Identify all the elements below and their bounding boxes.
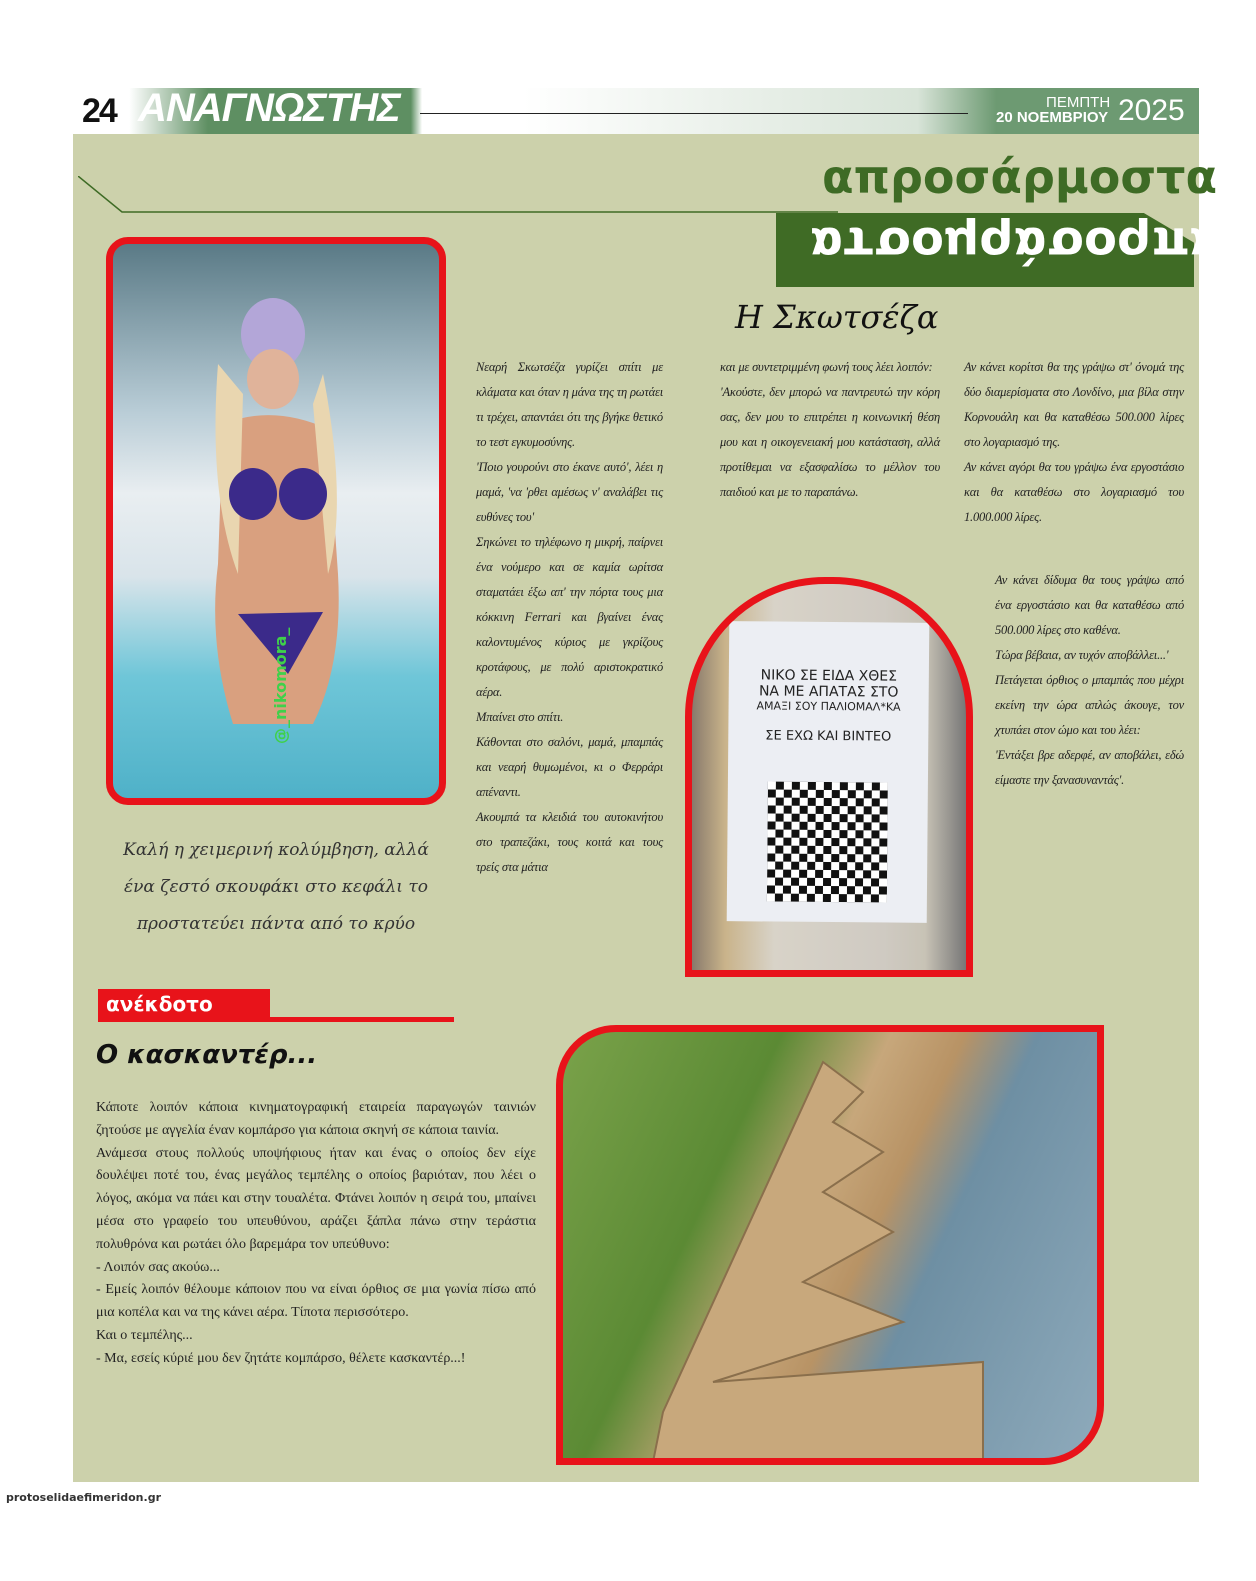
paragraph: Αν κάνει δίδυμα θα τους γράψω από ένα εργοστάσιο και θα καταθέσω από 500.000 λίρες στο καθένα. [995,573,1184,637]
paragraph: - Εμείς λοιπόν θέλουμε κάποιον που να είναι όρθιος σε μια γωνία πίσω από μια κοπέλα και να της κάνει αέρα. Τίποτα περισσότερο. [96,1282,536,1321]
sign-line: ΣΕ ΕΧΩ ΚΑΙ ΒΙΝΤΕΟ [765,728,892,745]
sign-line: ΝΙΚΟ ΣΕ ΕΙΔΑ ΧΘΕΣ [760,667,898,685]
paragraph: Σηκώνει το τηλέφωνο η μικρή, παίρνει ένα νούμερο και σε καμία ωρίτσα σταματάει έξω απ' την πόρτα τους μια κόκκινη Ferrari και βγαίνει ένας καλοντυμένος κύριος με γκρίζους κροτάφους, με πολύ αριστοκρατικό αέρα. [476,535,663,699]
ribbon-underline [98,1017,454,1022]
paragraph: Μπαίνει στο σπίτι. [476,710,564,724]
paragraph: Τώρα βέβαια, αν τυχόν αποβάλλει...' [995,648,1169,662]
header-rule [420,113,968,114]
paragraph: Ακουμπά τα κλειδιά του αυτοκινήτου στο τραπεζάκι, τους κοιτά και τους τρείς στα μάτια [476,810,663,874]
masthead-logo: ΑΝΑΓΝΩΣΤΗΣ [138,86,400,130]
story-column-3 [964,355,1184,530]
swimmer-photo [106,237,446,805]
story-title: Η Σκωτσέζα [735,298,939,336]
paragraph: Ανάμεσα στους πολλούς υποψήφιους ήταν και ένας ο οποίος δεν είχε δουλέψει ποτέ του, ένας μεγάλος τεμπέλης ο οποίος βαριόταν, που λέει ο λόγος, ακόμα να πάει και στην τουαλέτα. Φτάνει λοιπόν η σειρά του, μπαίνει μέσα στο γραφείο του υπευθύνου, αράζει ξάπλα πάνω στην τεράστια πολυθρόνα και ρωτάει όλο βαρεμάρα τον υπεύθυνο: [96,1145,536,1252]
section-divider [78,176,838,216]
joke-body [96,1097,536,1371]
paragraph: 'Εντάξει βρε αδερφέ, αν αποβάλει, εδώ είμαστε την ξανασυναντάς'. [995,748,1184,787]
story-column-3b [995,568,1184,793]
paragraph: Και ο τεμπέλης... [96,1327,193,1343]
sign-line: ΑΜΑΞΙ ΣΟΥ ΠΑΛΙΟΜΑΛ*ΚΑ [756,699,901,714]
cardboard-riverbank-photo [556,1025,1104,1465]
qr-sign-photo [685,577,973,977]
page-number: 24 [82,92,116,130]
paragraph: και με συντετριμμένη φωνή τους λέει λοιπόν: [720,360,933,374]
paragraph: Κάθονται στο σαλόνι, μαμά, μπαμπάς και νεαρή θυμωμένοι, κι ο Φερράρι απέναντι. [476,735,663,799]
issue-date: 20 ΝΟΕΜΒΡΙΟΥ [996,109,1109,126]
paragraph: Πετάγεται όρθιος ο μπαμπάς που μέχρι εκείνη την ώρα απλώς άκουγε, τον χτυπάει στον ώμο και του λέει: [995,673,1184,737]
paragraph: - Λοιπόν σας ακούω... [96,1259,220,1275]
photo-caption: Καλή η χειμερινή κολύμβηση, αλλά ένα ζεστό σκουφάκι στο κεφάλι το προστατεύει πάντα από το κρύο [123,840,429,934]
section-title-inverted: απροσάρμοστα [810,216,1223,272]
issue-day: ΠΕΜΠΤΗ [1046,94,1111,111]
paper-sign [727,621,930,923]
story-column-2 [720,355,940,505]
paragraph: Κάποτε λοιπόν κάποια κινηματογραφική εταιρεία παραγωγών ταινιών ζητούσε με αγγελία έναν κομπάρσο για κάποια σκηνή σε κάποια ταινία. [96,1100,536,1138]
paragraph: 'Ακούστε, δεν μπορώ να παντρευτώ την κόρη σας, δεν μου το επιτρέπει η κοινωνική θέση μου και η οικογενειακή μου κατάσταση, αλλά προτίθεμαι να εξασφαλίσω το μέλλον του παιδιού και με το παραπάνω. [720,385,940,499]
instagram-handle: @_nikomora_ [271,627,290,744]
site-watermark: protoselidaefimeridon.gr [6,1491,161,1504]
paragraph: Νεαρή Σκωτσέζα γυρίζει σπίτι με κλάματα και όταν η μάνα της τη ρωτάει τι τρέχει, απαντάει ότι της βγήκε θετικό το τεστ εγκυμοσύνης. [476,360,664,449]
issue-year: 2025 [1118,94,1185,127]
paragraph: Αν κάνει αγόρι θα του γράψω ένα εργοστάσιο και θα καταθέσω στο λογαριασμό του 1.000.000 λίρες. [964,460,1184,524]
cardboard-wall [563,1032,1103,1462]
paragraph: Αν κάνει κορίτσι θα της γράψω στ' όνομά της δύο διαμερίσματα στο Λονδίνο, μια βίλα στην Κορνουάλη και θα καταθέσω 500.000 λίρες στο λογαριασμό της. [964,360,1184,449]
paragraph: 'Ποιο γουρούνι στο έκανε αυτό', λέει η μαμά, 'να 'ρθει αμέσως ν' αναλάβει τις ευθύνες του' [476,460,663,524]
story-column-1 [476,355,663,880]
section-title: απροσάρμοστα [822,150,1218,204]
section-ribbon: ανέκδοτο [98,989,270,1019]
sign-line: ΝΑ ΜΕ ΑΠΑΤΑΣ ΣΤΟ [758,683,899,701]
joke-title: Ο κασκαντέρ... [96,1040,318,1070]
qr-code [767,781,888,902]
paragraph: - Μα, εσείς κύριέ μου δεν ζητάτε κομπάρσο, θέλετε κασκαντέρ...! [96,1350,466,1366]
